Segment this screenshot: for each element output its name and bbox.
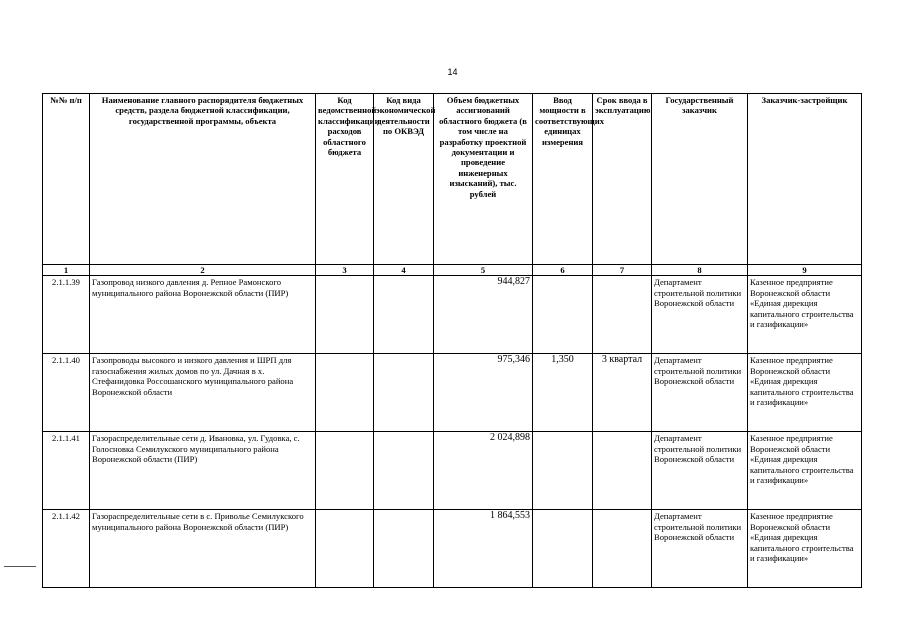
capacity <box>533 432 593 510</box>
header-cell: Наименование главного распорядителя бюджетных средств, раздела бюджетной классификации, государственной программы, объекта <box>90 94 316 265</box>
row-number: 2.1.1.40 <box>43 354 90 432</box>
column-number: 4 <box>374 265 434 276</box>
okved-code <box>374 276 434 354</box>
row-number: 2.1.1.39 <box>43 276 90 354</box>
header-cell: Код ведомственной классификации расходов областного бюджета <box>316 94 374 265</box>
row-number: 2.1.1.41 <box>43 432 90 510</box>
row-number: 2.1.1.42 <box>43 510 90 588</box>
header-cell: Ввод мощности в соответствующих единицах измерения <box>533 94 593 265</box>
commission-term <box>593 432 652 510</box>
capacity <box>533 276 593 354</box>
table-row <box>43 276 862 354</box>
object-name: Газораспределительные сети д. Ивановка, ул. Гудовка, с. Голосновка Семилукского муниципального района Воронежской области (ПИР) <box>90 432 316 510</box>
developer: Казенное предприятие Воронежской области «Единая дирекция капитального строительства и газификации» <box>748 510 862 588</box>
column-number: 1 <box>43 265 90 276</box>
header-cell: Объем бюджетных ассигнований областного бюджета (в том числе на разработку проектной документации и проведение инженерных изысканий), тыс. рублей <box>434 94 533 265</box>
header-cell: №№ п/п <box>43 94 90 265</box>
column-number: 5 <box>434 265 533 276</box>
column-number: 9 <box>748 265 862 276</box>
budget-amount: 2 024,898 <box>434 432 533 510</box>
object-name: Газораспределительные сети в с. Приволье Семилукского муниципального района Воронежской области (ПИР) <box>90 510 316 588</box>
state-customer: Департамент строительной политики Воронежской области <box>652 354 748 432</box>
column-number: 3 <box>316 265 374 276</box>
state-customer: Департамент строительной политики Воронежской области <box>652 432 748 510</box>
budget-table <box>42 93 862 588</box>
dept-code <box>316 510 374 588</box>
state-customer: Департамент строительной политики Воронежской области <box>652 510 748 588</box>
budget-amount: 1 864,553 <box>434 510 533 588</box>
capacity <box>533 510 593 588</box>
header-cell: Код вида экономической деятельности по ОКВЭД <box>374 94 434 265</box>
column-number: 7 <box>593 265 652 276</box>
commission-term <box>593 276 652 354</box>
developer: Казенное предприятие Воронежской области «Единая дирекция капитального строительства и газификации» <box>748 354 862 432</box>
table-row <box>43 432 862 510</box>
header-cell: Заказчик-застройщик <box>748 94 862 265</box>
commission-term: 3 квартал <box>593 354 652 432</box>
object-name: Газопровод низкого давления д. Репное Рамонского муниципального района Воронежской области (ПИР) <box>90 276 316 354</box>
okved-code <box>374 354 434 432</box>
dept-code <box>316 432 374 510</box>
budget-amount: 975,346 <box>434 354 533 432</box>
table-row <box>43 354 862 432</box>
okved-code <box>374 432 434 510</box>
column-number: 6 <box>533 265 593 276</box>
column-number: 8 <box>652 265 748 276</box>
margin-mark <box>4 566 36 567</box>
table-row <box>43 510 862 588</box>
capacity: 1,350 <box>533 354 593 432</box>
page-number: 14 <box>447 67 458 77</box>
state-customer: Департамент строительной политики Воронежской области <box>652 276 748 354</box>
header-cell: Срок ввода в эксплуатацию <box>593 94 652 265</box>
column-number-row <box>43 265 862 276</box>
dept-code <box>316 354 374 432</box>
header-row <box>43 94 862 265</box>
column-number: 2 <box>90 265 316 276</box>
budget-amount: 944,827 <box>434 276 533 354</box>
developer: Казенное предприятие Воронежской области «Единая дирекция капитального строительства и газификации» <box>748 432 862 510</box>
object-name: Газопроводы высокого и низкого давления и ШРП для газоснабжения жилых домов по ул. Дачная в х. Стефанидовка Россошанского муниципального района Воронежской области <box>90 354 316 432</box>
developer: Казенное предприятие Воронежской области «Единая дирекция капитального строительства и газификации» <box>748 276 862 354</box>
okved-code <box>374 510 434 588</box>
header-cell: Государственный заказчик <box>652 94 748 265</box>
dept-code <box>316 276 374 354</box>
commission-term <box>593 510 652 588</box>
